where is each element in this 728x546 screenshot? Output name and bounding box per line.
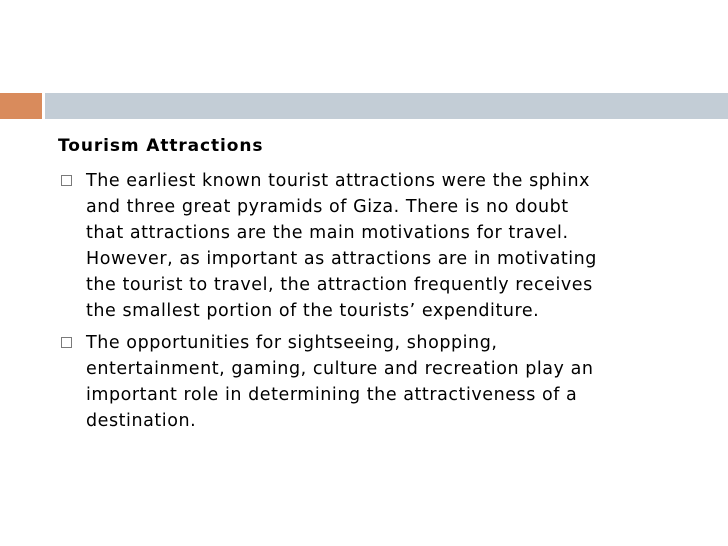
bullet-line: However, as important as attractions are in motivating	[86, 249, 597, 269]
bullet-line: destination.	[86, 411, 197, 431]
square-bullet-icon	[61, 337, 72, 348]
header-bar	[42, 93, 728, 119]
bullet-line: The opportunities for sightseeing, shopping,	[86, 333, 498, 353]
bullet-line: The earliest known tourist attractions were the sphinx	[86, 171, 591, 191]
accent-bar	[0, 93, 42, 119]
slide-heading: Tourism Attractions	[58, 136, 264, 156]
bullet-list	[56, 168, 726, 440]
square-bullet-icon	[61, 175, 72, 186]
bullet-item-1	[56, 168, 726, 324]
bullet-line: the tourist to travel, the attraction frequently receives	[86, 275, 593, 295]
bullet-item-2	[56, 330, 726, 434]
bullet-line: and three great pyramids of Giza. There is no doubt	[86, 197, 569, 217]
bullet-line: entertainment, gaming, culture and recreation play an	[86, 359, 594, 379]
bullet-line: important role in determining the attractiveness of a	[86, 385, 578, 405]
bullet-line: that attractions are the main motivations for travel.	[86, 223, 569, 243]
bullet-line: the smallest portion of the tourists’ expenditure.	[86, 301, 540, 321]
